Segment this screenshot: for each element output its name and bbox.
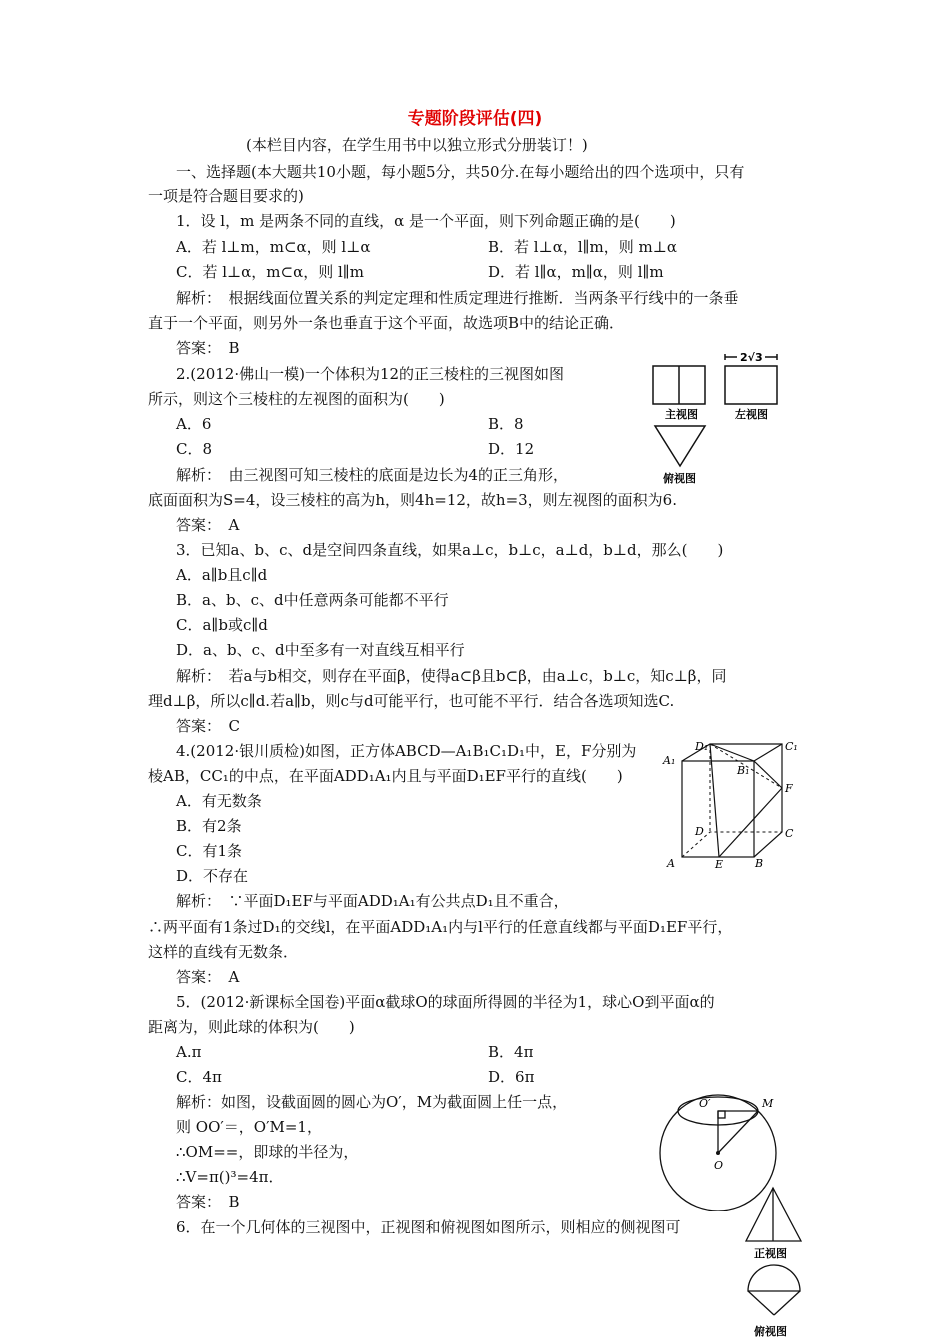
text-line: ∴两平面有1条过D₁的交线l，在平面ADD₁A₁内与l平行的任意直线都与平面D₁EF平行， bbox=[148, 918, 733, 936]
column-note: (本栏目内容，在学生用书中以独立形式分册装订！) bbox=[246, 136, 588, 154]
text-line: ∴V=π()³=4π． bbox=[176, 1168, 284, 1186]
cube-label: D₁ bbox=[695, 740, 709, 753]
cube-label: A bbox=[667, 857, 675, 870]
text-line: D．6π bbox=[488, 1068, 535, 1086]
text-line: D．不存在 bbox=[176, 867, 249, 885]
text-line: 5．(2012·新课标全国卷)平面α截球O的球面所得圆的半径为1，球心O到平面α的 bbox=[176, 993, 715, 1011]
text-line: D．a、b、c、d中至多有一对直线互相平行 bbox=[176, 641, 465, 659]
text-line: 这样的直线有无数条． bbox=[148, 943, 299, 961]
page-title: 专题阶段评估(四) bbox=[407, 109, 543, 129]
text-line: 解析： ∵平面D₁EF与平面ADD₁A₁有公共点D₁且不重合， bbox=[176, 892, 569, 910]
text-line: 答案： A bbox=[176, 968, 240, 986]
cube-label: B₁ bbox=[737, 764, 750, 777]
text-line: C．若 l⊥α，m⊂α，则 l∥m bbox=[176, 263, 364, 281]
text-line: 4.(2012·银川质检)如图，正方体ABCD—A₁B₁C₁D₁中，E，F分别为 bbox=[176, 742, 637, 760]
text-line: 解析： 根据线面位置关系的判定定理和性质定理进行推断．当两条平行线中的一条垂 bbox=[176, 289, 739, 307]
text-line: 解析： 若a与b相交，则存在平面β，使得a⊂β且b⊂β，由a⊥c，b⊥c，知c⊥β，同 bbox=[176, 667, 727, 685]
text-line: 底面面积为S=4，设三棱柱的高为h，则4h=12，故h=3，则左视图的面积为6. bbox=[148, 491, 677, 509]
text-line: A.π bbox=[176, 1043, 202, 1061]
text-line: 解析： 由三视图可知三棱柱的底面是边长为4的正三角形， bbox=[176, 466, 569, 484]
text-line: 答案： B bbox=[176, 1193, 240, 1211]
text-line: 1．设 l，m 是两条不同的直线，α 是一个平面，则下列命题正确的是( ) bbox=[176, 212, 676, 230]
text-line: 则 OO′＝，O′M=1， bbox=[176, 1118, 322, 1136]
text-line: A．6 bbox=[176, 415, 212, 433]
top-view-shape bbox=[655, 426, 705, 466]
text-line: ∴OM==，即球的半径为， bbox=[176, 1143, 359, 1161]
text-line: 解析：如图，设截面圆的圆心为O′，M为截面圆上任一点， bbox=[176, 1093, 568, 1111]
text-line: D．若 l∥α，m∥α，则 l∥m bbox=[488, 263, 664, 281]
left-view-label: 左视图 bbox=[735, 408, 768, 421]
text-line: 2.(2012·佛山一模)一个体积为12的正三棱柱的三视图如图 bbox=[176, 365, 565, 383]
text-line: 6．在一个几何体的三视图中，正视图和俯视图如图所示，则相应的侧视图可 bbox=[176, 1218, 681, 1236]
cube-label: C₁ bbox=[785, 740, 798, 753]
text-line: 答案： A bbox=[176, 516, 240, 534]
text-line: 答案： C bbox=[176, 717, 240, 735]
left-view-shape bbox=[725, 366, 777, 404]
text-line: B．有2条 bbox=[176, 817, 242, 835]
cube-label: A₁ bbox=[663, 754, 676, 767]
text-line: 一、选择题(本大题共10小题，每小题5分，共50分.在每小题给出的四个选项中，只有 bbox=[176, 163, 745, 181]
text-line: 答案： B bbox=[176, 339, 240, 357]
sphere-label: O′ bbox=[699, 1097, 711, 1110]
front-view-label: 主视图 bbox=[665, 408, 698, 421]
cube-label: D bbox=[695, 825, 704, 838]
text-line: 所示，则这个三棱柱的左视图的面积为( ) bbox=[148, 390, 445, 408]
text-line: A．a∥b且c∥d bbox=[176, 566, 268, 584]
q6-front-view-label: 正视图 bbox=[754, 1247, 787, 1260]
cube-figure-q4 bbox=[655, 740, 805, 870]
text-line: C．8 bbox=[176, 440, 213, 458]
q6-top-view-label: 俯视图 bbox=[754, 1325, 787, 1338]
q6-top-view-shape bbox=[748, 1265, 800, 1291]
text-line: A．若 l⊥m，m⊂α，则 l⊥α bbox=[176, 238, 371, 256]
text-line: 直于一个平面，则另外一条也垂直于这个平面，故选项B中的结论正确． bbox=[148, 314, 625, 332]
sphere-label: O bbox=[714, 1159, 724, 1172]
cube-label: B bbox=[755, 857, 764, 870]
cube-label: C bbox=[785, 827, 794, 840]
text-line: B．若 l⊥α，l∥m，则 m⊥α bbox=[488, 238, 678, 256]
text-line: C．4π bbox=[176, 1068, 222, 1086]
text-line: B．4π bbox=[488, 1043, 534, 1061]
text-line: 距离为，则此球的体积为( ) bbox=[148, 1018, 355, 1036]
text-line: 棱AB，CC₁的中点，在平面ADD₁A₁内且与平面D₁EF平行的直线( ) bbox=[148, 767, 623, 785]
top-view-label: 俯视图 bbox=[663, 472, 696, 485]
text-line: D．12 bbox=[488, 440, 535, 458]
text-line: 一项是符合题目要求的) bbox=[148, 187, 304, 205]
text-line: C．a∥b或c∥d bbox=[176, 616, 268, 634]
text-line: B．8 bbox=[488, 415, 524, 433]
three-view-figure-q2 bbox=[645, 352, 795, 492]
text-line: 理d⊥β，所以c∥d.若a∥b，则c与d可能平行，也可能不平行．结合各选项知选C. bbox=[148, 692, 675, 710]
text-line: 3．已知a、b、c、d是空间四条直线，如果a⊥c，b⊥c，a⊥d，b⊥d，那么( ) bbox=[176, 541, 724, 559]
dim-label: 2√3 bbox=[740, 352, 763, 364]
text-line: B．a、b、c、d中任意两条可能都不平行 bbox=[176, 591, 449, 609]
cube-label: F bbox=[785, 782, 793, 795]
text-line: A．有无数条 bbox=[176, 792, 262, 810]
sphere-label: M bbox=[762, 1097, 774, 1110]
three-view-figure-q6 bbox=[740, 1185, 810, 1340]
cube-label: E bbox=[715, 858, 724, 870]
text-line: C．有1条 bbox=[176, 842, 243, 860]
